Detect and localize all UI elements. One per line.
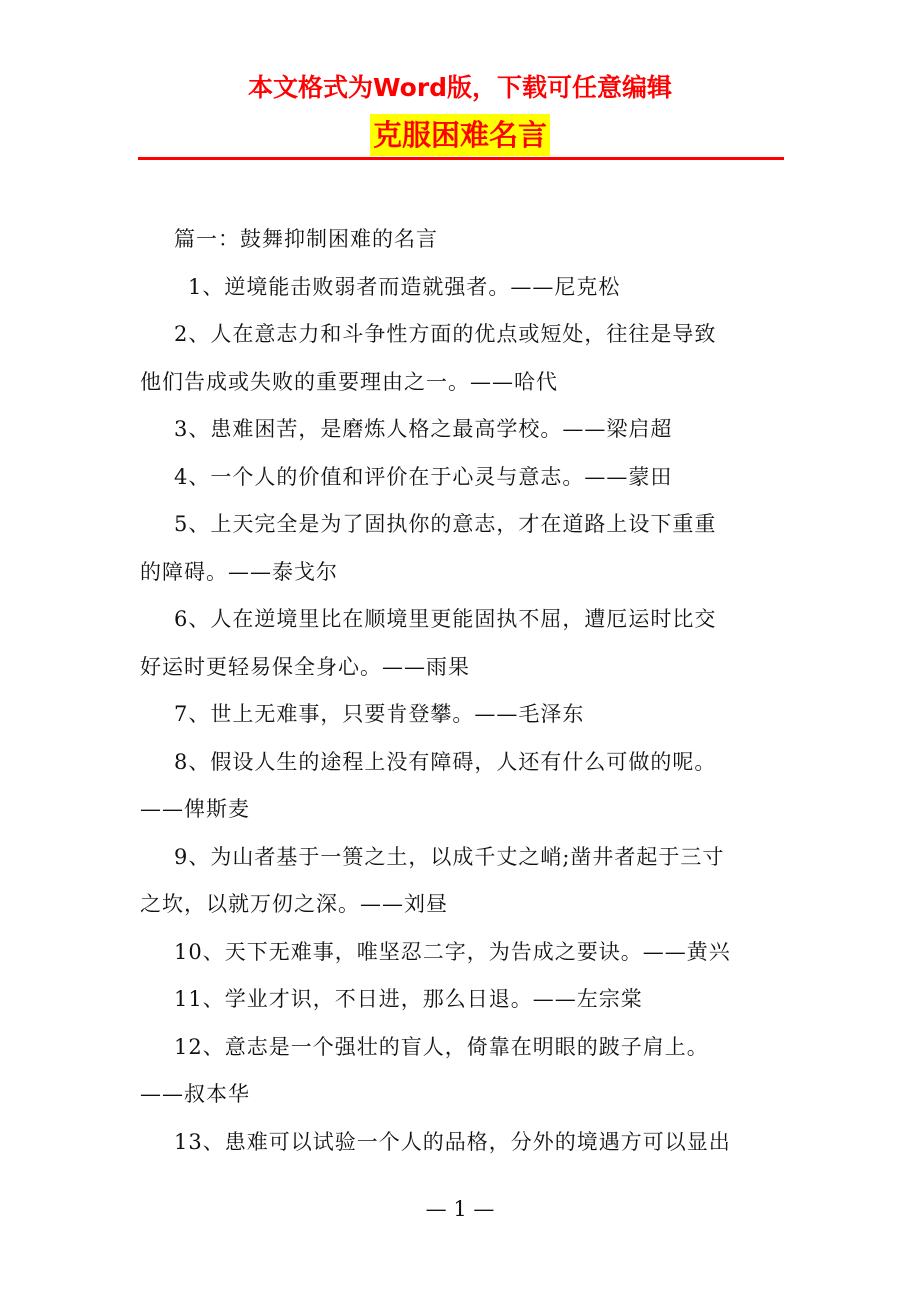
quote-line: 他们告成或失败的重要理由之一。——哈代 xyxy=(140,369,558,394)
quote-line: 8、假设人生的途程上没有障碍，人还有什么可做的呢。 xyxy=(174,749,717,774)
title-divider xyxy=(138,157,784,160)
quote-line: 7、世上无难事，只要肯登攀。——毛泽东 xyxy=(174,702,585,726)
title-container xyxy=(0,114,920,158)
quote-line: 4、一个人的价值和评价在于心灵与意志。——蒙田 xyxy=(174,464,673,489)
quote-line: 之坎，以就万仞之深。——刘昼 xyxy=(140,892,448,916)
quote-line: ——俾斯麦 xyxy=(140,797,250,821)
quote-line: 的障碍。——泰戈尔 xyxy=(140,559,338,584)
download-banner: 本文格式为Word版，下载可任意编辑 xyxy=(247,73,673,102)
quote-line: 3、患难困苦，是磨炼人格之最高学校。——梁启超 xyxy=(174,417,673,441)
quote-line: 2、人在意志力和斗争性方面的优点或短处，往往是导致 xyxy=(174,322,717,346)
document-body xyxy=(140,216,788,1166)
quote-line: 1、逆境能击败弱者而造就强者。——尼克松 xyxy=(188,274,621,299)
quote-line: 12、意志是一个强壮的盲人，倚靠在明眼的跛子肩上。 xyxy=(174,1034,709,1059)
quote-line: 6、人在逆境里比在顺境里更能固执不屈，遭厄运时比交 xyxy=(174,607,717,631)
quote-line: 11、学业才识，不日进，那么日退。——左宗棠 xyxy=(174,987,643,1011)
quote-line: 13、患难可以试验一个人的品格，分外的境遇方可以显出 xyxy=(174,1129,731,1154)
quote-line: 5、上天完全是为了固执你的意志，才在道路上设下重重 xyxy=(174,512,717,536)
quote-line: 9、为山者基于一篑之土，以成千丈之峭;凿井者起于三寸 xyxy=(174,844,725,869)
quote-line: 10、天下无难事，唯坚忍二字，为告成之要诀。——黄兴 xyxy=(174,939,731,964)
quote-line: ——叔本华 xyxy=(140,1082,250,1106)
quote-line: 篇一：鼓舞抑制困难的名言 xyxy=(174,227,438,251)
quote-line: 好运时更轻易保全身心。——雨果 xyxy=(140,654,470,679)
page-number: — 1 — xyxy=(425,1197,495,1221)
document-title: 克服困难名言 xyxy=(370,114,550,156)
